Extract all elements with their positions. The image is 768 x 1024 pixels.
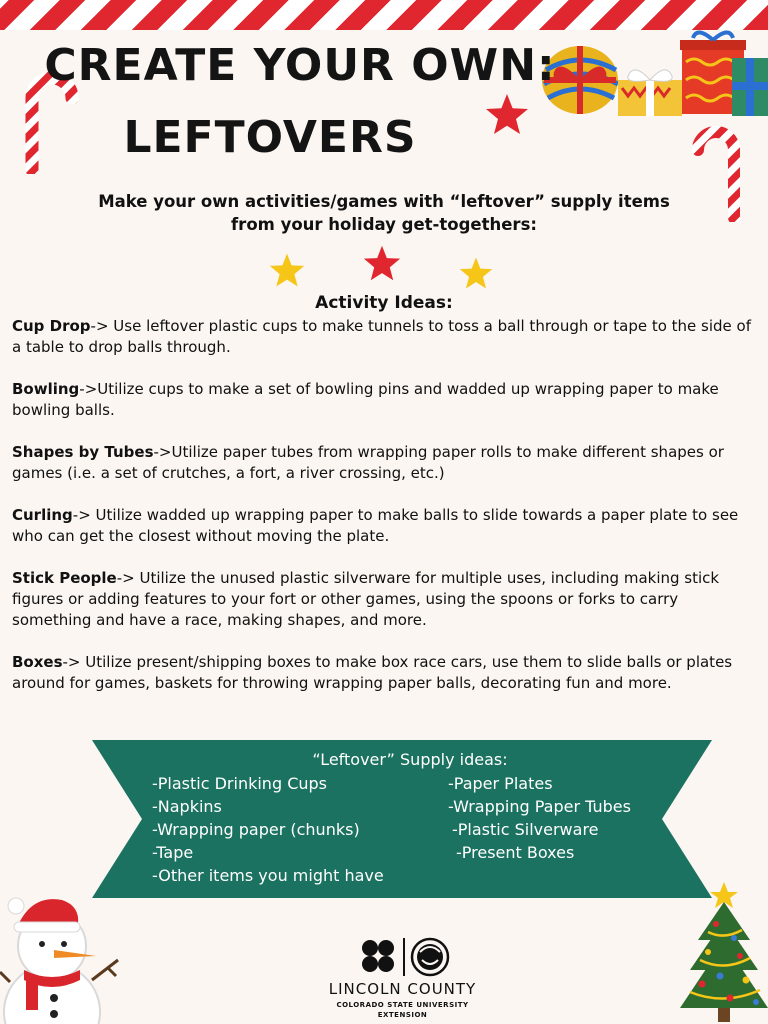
supply-item: -Paper Plates (448, 774, 553, 793)
activity-name: Cup Drop (12, 317, 91, 335)
lincoln-county-logo (356, 936, 452, 978)
activity-name: Stick People (12, 569, 117, 587)
activity-description: -> Use leftover plastic cups to make tunnels to toss a ball through or tape to the side of a table to drop balls through. (12, 317, 752, 356)
ram-logo-icon (412, 939, 448, 975)
supply-item: -Tape (152, 843, 194, 862)
activity-description: -> Utilize wadded up wrapping paper to make balls to slide towards a paper plate to see who can get the closest without moving the plate. (12, 506, 739, 545)
activity-ideas-heading: Activity Ideas: (315, 293, 453, 313)
county-name: LINCOLN COUNTY (328, 980, 477, 998)
supply-item: -Plastic Silverware (452, 820, 599, 839)
supply-item: -Present Boxes (456, 843, 575, 862)
supply-item: -Wrapping paper (chunks) (152, 820, 360, 839)
page-title: CREATE YOUR OWN: (44, 40, 556, 91)
activity-description: ->Utilize paper tubes from wrapping paper rolls to make different shapes or games (i.e. a set of crutches, a fort, a river crossing, etc.) (12, 443, 724, 482)
supply-item: -Plastic Drinking Cups (152, 774, 327, 793)
activity-description: ->Utilize cups to make a set of bowling pins and wadded up wrapping paper to make bowling balls. (12, 380, 719, 419)
intro-line-2: from your holiday get-togethers: (231, 215, 537, 234)
activity-name: Shapes by Tubes (12, 443, 154, 461)
clover-4h-icon (362, 940, 394, 972)
activity-description: -> Utilize present/shipping boxes to make box race cars, use them to slide balls or plates around for games, baskets for throwing wrapping paper balls, decorating fun and more. (12, 653, 733, 692)
intro-line-1: Make your own activities/games with “leftover” supply items (98, 192, 670, 211)
activity-name: Boxes (12, 653, 63, 671)
supply-ideas-title: “Leftover” Supply ideas: (312, 750, 508, 769)
activity-name: Bowling (12, 380, 80, 398)
supply-item: -Wrapping Paper Tubes (448, 797, 631, 816)
university-name: COLORADO STATE UNIVERSITY (336, 1001, 469, 1009)
activity-description: -> Utilize the unused plastic silverware for multiple uses, including making stick figures or adding features to your fort or other games, using the spoons or forks to carry something and have a race, making shapes, and more. (12, 569, 720, 629)
supply-item: -Other items you might have (152, 866, 384, 885)
page-title-line2: LEFTOVERS (123, 112, 417, 163)
activity-name: Curling (12, 506, 73, 524)
extension-label: EXTENSION (377, 1011, 428, 1019)
supply-item: -Napkins (152, 797, 222, 816)
